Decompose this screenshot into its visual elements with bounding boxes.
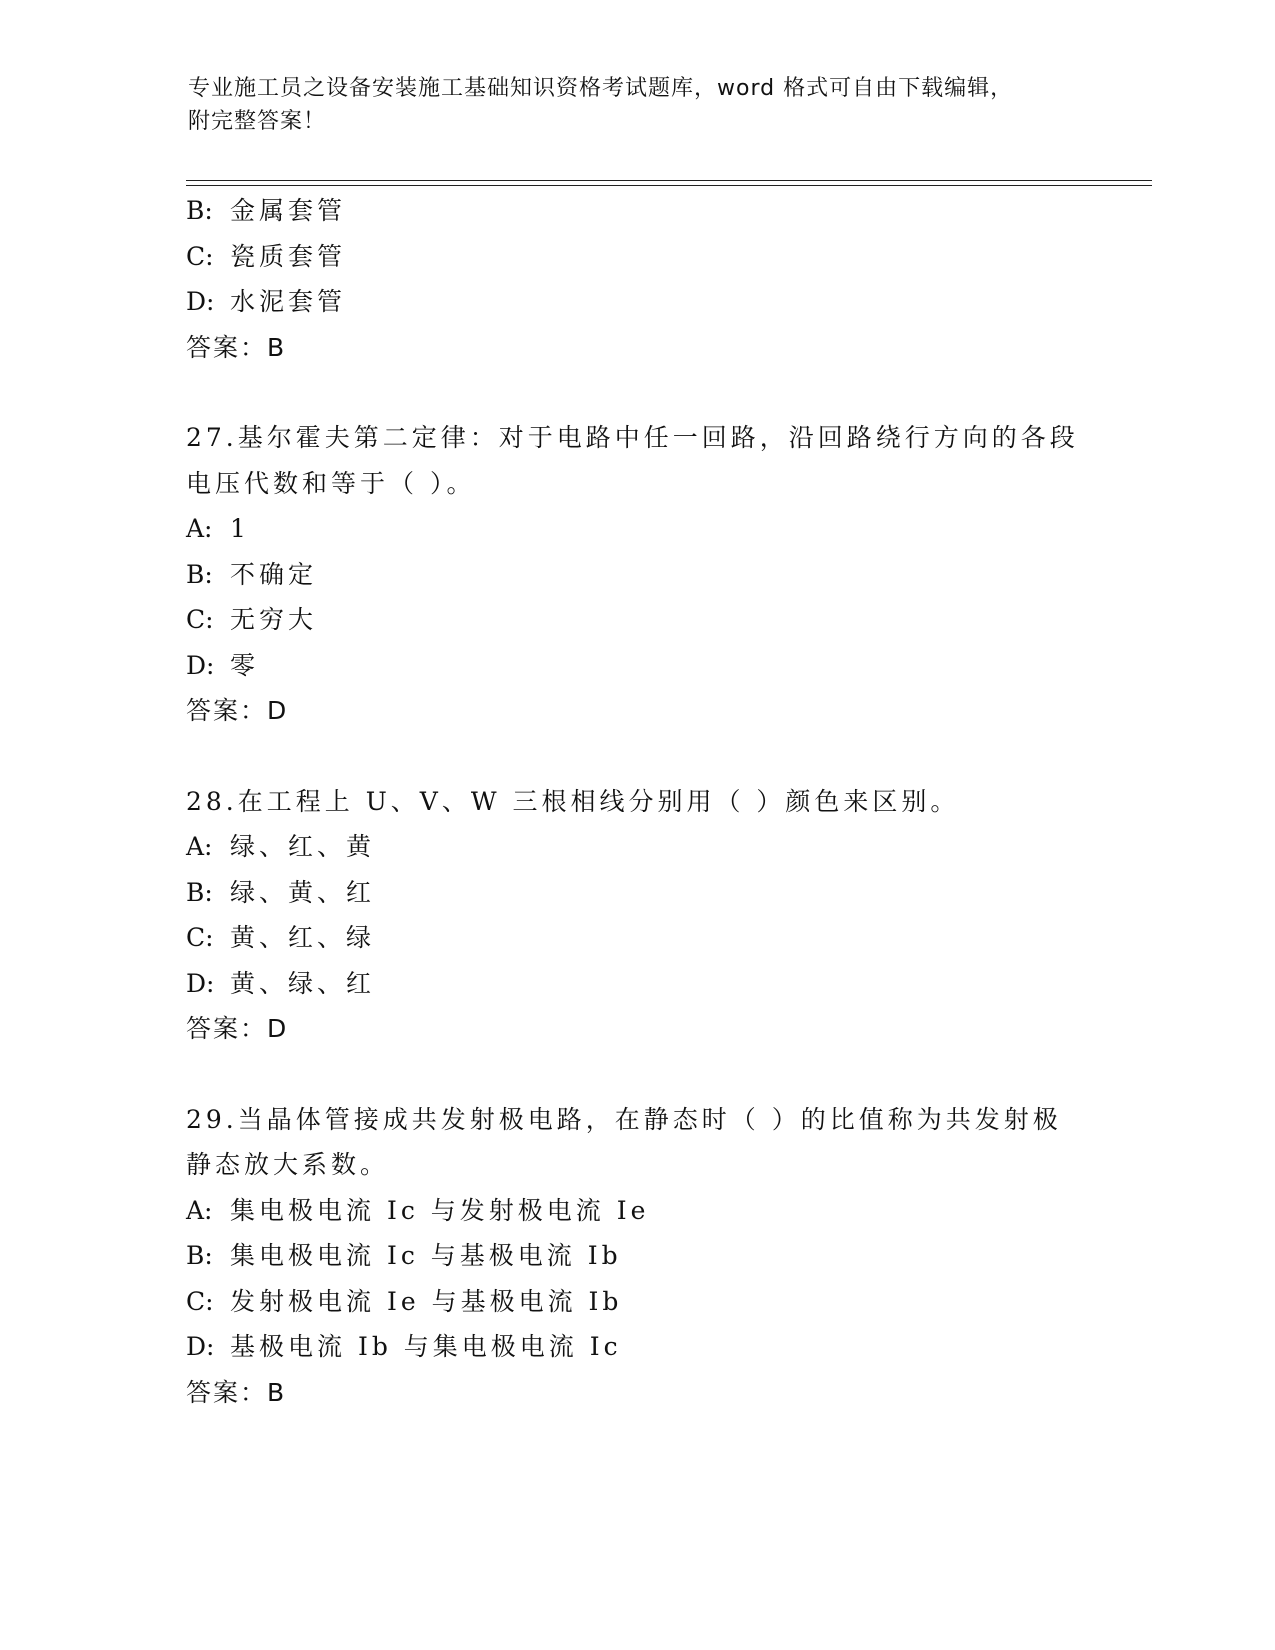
option-letter: A: (186, 514, 213, 543)
option-d (186, 643, 1086, 689)
option-letter: C: (186, 1286, 214, 1316)
question-block (186, 1097, 1086, 1416)
option-text: 零 (230, 650, 260, 680)
option-letter: B: (186, 877, 213, 907)
option-c (186, 234, 1086, 280)
option-b (186, 552, 1086, 598)
answer-line: 答案：D (186, 696, 289, 725)
option-a (186, 824, 1086, 870)
option-text: 无穷大 (230, 605, 318, 634)
question-stem-line: 28.在工程上 U、V、W 三根相线分别用（ ）颜色来区别。 (186, 786, 960, 816)
question-block (186, 779, 1086, 1052)
option-text: 不确定 (230, 559, 318, 589)
option-letter: D: (186, 287, 215, 316)
option-text: 黄、红、绿 (230, 923, 376, 952)
header-line-2: 附完整答案！ (188, 109, 327, 134)
option-text: 发射极电流 Ie 与基极电流 Ib (230, 1286, 623, 1316)
option-letter: D: (186, 650, 215, 680)
option-c (186, 597, 1086, 643)
answer-line: 答案：B (186, 332, 287, 362)
option-text: 集电极电流 Ic 与基极电流 Ib (230, 1241, 622, 1270)
answer-line: 答案：D (186, 1014, 289, 1043)
option-letter: C: (186, 923, 214, 952)
header-divider-bottom (186, 185, 1152, 186)
option-letter: C: (186, 605, 214, 634)
option-letter: B: (186, 559, 213, 589)
option-letter: C: (186, 241, 214, 271)
option-d (186, 279, 1086, 325)
page-header (188, 72, 1068, 138)
answer-line: 答案：B (186, 1377, 287, 1407)
option-b (186, 188, 1086, 234)
option-b (186, 870, 1086, 916)
option-d (186, 1324, 1086, 1370)
question-block (186, 188, 1086, 370)
option-a (186, 506, 1086, 552)
option-text: 集电极电流 Ic 与发射极电流 Ie (230, 1195, 650, 1225)
option-text: 水泥套管 (230, 287, 347, 316)
header-divider-top (186, 180, 1152, 181)
option-text: 1 (230, 514, 250, 543)
option-b (186, 1233, 1086, 1279)
option-text: 金属套管 (230, 196, 347, 225)
option-text: 黄、绿、红 (230, 968, 376, 998)
question-stem-line: 29.当晶体管接成共发射极电路，在静态时（ ）的比值称为共发射极 (186, 1104, 1062, 1134)
option-letter: D: (186, 968, 215, 998)
option-text: 绿、黄、红 (230, 877, 376, 907)
option-letter: B: (186, 196, 213, 225)
option-d (186, 961, 1086, 1007)
option-c (186, 915, 1086, 961)
option-c (186, 1279, 1086, 1325)
option-letter: B: (186, 1241, 213, 1270)
question-stem-line: 静态放大系数。 (186, 1150, 390, 1179)
option-text: 瓷质套管 (230, 241, 347, 271)
question-list (186, 188, 1086, 1415)
option-a (186, 1188, 1086, 1234)
question-block (186, 415, 1086, 734)
question-stem-line: 27.基尔霍夫第二定律：对于电路中任一回路，沿回路绕行方向的各段 (186, 423, 1079, 452)
option-letter: A: (186, 1195, 213, 1225)
option-letter: A: (186, 832, 213, 861)
question-stem-line: 电压代数和等于（ ）。 (186, 468, 476, 498)
option-text: 绿、红、黄 (230, 832, 376, 861)
option-letter: D: (186, 1332, 215, 1361)
option-text: 基极电流 Ib 与集电极电流 Ic (230, 1332, 622, 1361)
header-line-1: 专业施工员之设备安装施工基础知识资格考试题库，word 格式可自由下载编辑， (188, 76, 1014, 101)
